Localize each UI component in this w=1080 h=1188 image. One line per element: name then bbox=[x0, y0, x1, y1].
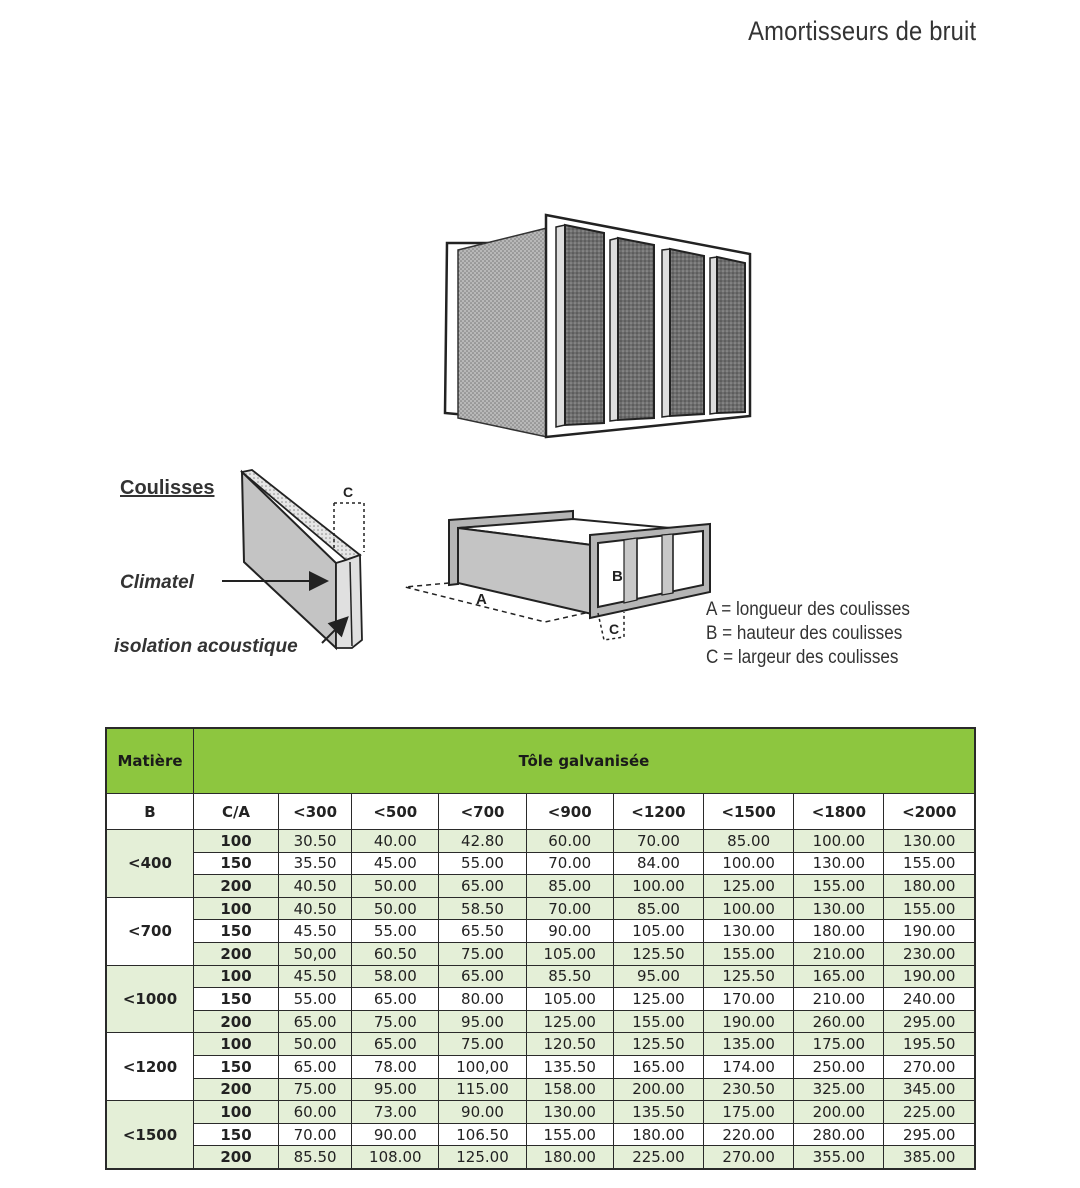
price-cell: 45.50 bbox=[279, 920, 352, 943]
ca-cell: 100 bbox=[194, 830, 279, 853]
price-cell: 155.00 bbox=[884, 852, 975, 875]
price-cell: 155.00 bbox=[526, 1123, 613, 1146]
price-cell: 125.00 bbox=[439, 1146, 526, 1169]
price-cell: 210.00 bbox=[794, 942, 884, 965]
price-cell: 55.00 bbox=[279, 988, 352, 1011]
price-cell: 355.00 bbox=[794, 1146, 884, 1169]
price-cell: 260.00 bbox=[794, 1010, 884, 1033]
b-group-cell: <1500 bbox=[106, 1101, 194, 1169]
price-cell: 115.00 bbox=[439, 1078, 526, 1101]
price-cell: 165.00 bbox=[613, 1055, 703, 1078]
price-cell: 106.50 bbox=[439, 1123, 526, 1146]
b-group-cell: <1000 bbox=[106, 965, 194, 1033]
price-cell: 295.00 bbox=[884, 1010, 975, 1033]
price-cell: 40.00 bbox=[352, 830, 439, 853]
price-cell: 240.00 bbox=[884, 988, 975, 1011]
price-cell: 225.00 bbox=[613, 1146, 703, 1169]
price-cell: 100,00 bbox=[439, 1055, 526, 1078]
ca-cell: 100 bbox=[194, 1101, 279, 1124]
price-cell: 230.00 bbox=[884, 942, 975, 965]
price-cell: 130.00 bbox=[704, 920, 794, 943]
price-cell: 45.00 bbox=[352, 852, 439, 875]
col-header-b: B bbox=[106, 794, 194, 830]
price-table-body bbox=[106, 830, 975, 1169]
table-row bbox=[106, 1055, 975, 1078]
price-cell: 120.50 bbox=[526, 1033, 613, 1056]
price-cell: 50.00 bbox=[352, 897, 439, 920]
col-header: <300 bbox=[279, 794, 352, 830]
duct-dimension-drawing bbox=[405, 511, 710, 640]
table-row bbox=[106, 920, 975, 943]
price-cell: 55.00 bbox=[439, 852, 526, 875]
price-cell: 180.00 bbox=[613, 1123, 703, 1146]
price-cell: 170.00 bbox=[704, 988, 794, 1011]
price-cell: 95.00 bbox=[352, 1078, 439, 1101]
price-cell: 155.00 bbox=[704, 942, 794, 965]
price-cell: 295.00 bbox=[884, 1123, 975, 1146]
material-value: Tôle galvanisée bbox=[194, 728, 976, 794]
price-cell: 85.50 bbox=[279, 1146, 352, 1169]
price-cell: 125.50 bbox=[704, 965, 794, 988]
price-cell: 190.00 bbox=[884, 965, 975, 988]
ca-cell: 150 bbox=[194, 988, 279, 1011]
price-cell: 135.50 bbox=[526, 1055, 613, 1078]
table-row bbox=[106, 1078, 975, 1101]
price-cell: 195.50 bbox=[884, 1033, 975, 1056]
price-cell: 78.00 bbox=[352, 1055, 439, 1078]
col-header: <2000 bbox=[884, 794, 975, 830]
price-cell: 80.00 bbox=[439, 988, 526, 1011]
ca-cell: 200 bbox=[194, 875, 279, 898]
legend-c: C = largeur des coulisses bbox=[706, 647, 899, 668]
price-cell: 225.00 bbox=[884, 1101, 975, 1124]
price-cell: 175.00 bbox=[704, 1101, 794, 1124]
ca-cell: 150 bbox=[194, 1123, 279, 1146]
material-row bbox=[106, 728, 975, 794]
price-cell: 75.00 bbox=[439, 1033, 526, 1056]
price-cell: 200.00 bbox=[794, 1101, 884, 1124]
dim-c-label-duct: C bbox=[609, 621, 620, 637]
table-row bbox=[106, 852, 975, 875]
price-cell: 250.00 bbox=[794, 1055, 884, 1078]
price-cell: 42.80 bbox=[439, 830, 526, 853]
ca-cell: 150 bbox=[194, 852, 279, 875]
ca-cell: 100 bbox=[194, 965, 279, 988]
dimension-legend bbox=[706, 598, 910, 670]
dim-b-label: B bbox=[612, 568, 623, 585]
price-cell: 280.00 bbox=[794, 1123, 884, 1146]
page-title: Amortisseurs de bruit bbox=[747, 16, 976, 46]
price-cell: 180.00 bbox=[526, 1146, 613, 1169]
price-cell: 84.00 bbox=[613, 852, 703, 875]
price-cell: 90.00 bbox=[352, 1123, 439, 1146]
price-cell: 165.00 bbox=[794, 965, 884, 988]
column-header-row bbox=[106, 794, 975, 830]
price-cell: 190.00 bbox=[704, 1010, 794, 1033]
price-cell: 50.00 bbox=[352, 875, 439, 898]
price-cell: 65.50 bbox=[439, 920, 526, 943]
silencer-3d-drawing bbox=[445, 215, 750, 437]
table-row bbox=[106, 897, 975, 920]
price-cell: 130.00 bbox=[526, 1101, 613, 1124]
isolation-label: isolation acoustique bbox=[114, 636, 298, 657]
price-cell: 155.00 bbox=[613, 1010, 703, 1033]
ca-cell: 200 bbox=[194, 1010, 279, 1033]
price-cell: 130.00 bbox=[794, 897, 884, 920]
table-row bbox=[106, 875, 975, 898]
price-cell: 65.00 bbox=[352, 988, 439, 1011]
table-row bbox=[106, 830, 975, 853]
price-cell: 105.00 bbox=[613, 920, 703, 943]
price-cell: 40.50 bbox=[279, 897, 352, 920]
price-cell: 85.50 bbox=[526, 965, 613, 988]
price-cell: 100.00 bbox=[704, 897, 794, 920]
price-cell: 60.50 bbox=[352, 942, 439, 965]
price-cell: 75.00 bbox=[439, 942, 526, 965]
ca-cell: 100 bbox=[194, 1033, 279, 1056]
price-cell: 180.00 bbox=[794, 920, 884, 943]
price-cell: 85.00 bbox=[526, 875, 613, 898]
b-group-cell: <700 bbox=[106, 897, 194, 965]
price-cell: 70.00 bbox=[613, 830, 703, 853]
price-cell: 50,00 bbox=[279, 942, 352, 965]
price-cell: 190.00 bbox=[884, 920, 975, 943]
col-header: <700 bbox=[439, 794, 526, 830]
table-row bbox=[106, 1101, 975, 1124]
price-cell: 270.00 bbox=[884, 1055, 975, 1078]
price-cell: 30.50 bbox=[279, 830, 352, 853]
dim-a-label: A bbox=[476, 591, 487, 608]
price-cell: 200.00 bbox=[613, 1078, 703, 1101]
b-group-cell: <1200 bbox=[106, 1033, 194, 1101]
price-cell: 90.00 bbox=[526, 920, 613, 943]
price-table bbox=[105, 727, 976, 1170]
price-cell: 155.00 bbox=[884, 897, 975, 920]
table-row bbox=[106, 1033, 975, 1056]
price-cell: 75.00 bbox=[279, 1078, 352, 1101]
col-header: <1800 bbox=[794, 794, 884, 830]
col-header: <1500 bbox=[704, 794, 794, 830]
price-cell: 65.00 bbox=[279, 1010, 352, 1033]
ca-cell: 200 bbox=[194, 1078, 279, 1101]
price-cell: 270.00 bbox=[704, 1146, 794, 1169]
climatel-label: Climatel bbox=[120, 572, 194, 593]
col-header: <1200 bbox=[613, 794, 703, 830]
dim-c-label-baffle: C bbox=[343, 484, 354, 500]
price-cell: 385.00 bbox=[884, 1146, 975, 1169]
price-cell: 60.00 bbox=[526, 830, 613, 853]
table-row bbox=[106, 942, 975, 965]
price-cell: 50.00 bbox=[279, 1033, 352, 1056]
col-header-ca: C/A bbox=[194, 794, 279, 830]
price-cell: 65.00 bbox=[279, 1055, 352, 1078]
price-cell: 70.00 bbox=[526, 852, 613, 875]
price-cell: 130.00 bbox=[794, 852, 884, 875]
price-cell: 65.00 bbox=[439, 875, 526, 898]
price-cell: 125.50 bbox=[613, 942, 703, 965]
price-cell: 45.50 bbox=[279, 965, 352, 988]
price-cell: 105.00 bbox=[526, 942, 613, 965]
price-cell: 60.00 bbox=[279, 1101, 352, 1124]
col-header: <900 bbox=[526, 794, 613, 830]
ca-cell: 150 bbox=[194, 920, 279, 943]
price-cell: 90.00 bbox=[439, 1101, 526, 1124]
price-cell: 70.00 bbox=[279, 1123, 352, 1146]
price-cell: 125.00 bbox=[704, 875, 794, 898]
price-cell: 175.00 bbox=[794, 1033, 884, 1056]
ca-cell: 200 bbox=[194, 942, 279, 965]
price-cell: 135.50 bbox=[613, 1101, 703, 1124]
price-cell: 345.00 bbox=[884, 1078, 975, 1101]
price-cell: 100.00 bbox=[704, 852, 794, 875]
table-row bbox=[106, 1010, 975, 1033]
price-cell: 95.00 bbox=[439, 1010, 526, 1033]
price-cell: 58.50 bbox=[439, 897, 526, 920]
price-cell: 230.50 bbox=[704, 1078, 794, 1101]
price-cell: 125.00 bbox=[526, 1010, 613, 1033]
price-cell: 70.00 bbox=[526, 897, 613, 920]
price-cell: 73.00 bbox=[352, 1101, 439, 1124]
price-cell: 174.00 bbox=[704, 1055, 794, 1078]
col-header: <500 bbox=[352, 794, 439, 830]
price-cell: 155.00 bbox=[794, 875, 884, 898]
price-cell: 105.00 bbox=[526, 988, 613, 1011]
price-cell: 108.00 bbox=[352, 1146, 439, 1169]
price-cell: 130.00 bbox=[884, 830, 975, 853]
table-row bbox=[106, 965, 975, 988]
material-label: Matière bbox=[106, 728, 194, 794]
price-cell: 65.00 bbox=[352, 1033, 439, 1056]
price-cell: 125.50 bbox=[613, 1033, 703, 1056]
ca-cell: 100 bbox=[194, 897, 279, 920]
price-cell: 210.00 bbox=[794, 988, 884, 1011]
price-cell: 100.00 bbox=[613, 875, 703, 898]
price-cell: 325.00 bbox=[794, 1078, 884, 1101]
ca-cell: 200 bbox=[194, 1146, 279, 1169]
price-cell: 95.00 bbox=[613, 965, 703, 988]
legend-a: A = longueur des coulisses bbox=[706, 599, 910, 620]
price-cell: 85.00 bbox=[704, 830, 794, 853]
price-cell: 65.00 bbox=[439, 965, 526, 988]
ca-cell: 150 bbox=[194, 1055, 279, 1078]
price-cell: 220.00 bbox=[704, 1123, 794, 1146]
price-cell: 35.50 bbox=[279, 852, 352, 875]
table-row bbox=[106, 1146, 975, 1169]
price-cell: 40.50 bbox=[279, 875, 352, 898]
price-cell: 55.00 bbox=[352, 920, 439, 943]
price-cell: 135.00 bbox=[704, 1033, 794, 1056]
price-cell: 100.00 bbox=[794, 830, 884, 853]
price-cell: 75.00 bbox=[352, 1010, 439, 1033]
legend-b: B = hauteur des coulisses bbox=[706, 623, 903, 644]
price-cell: 85.00 bbox=[613, 897, 703, 920]
price-cell: 125.00 bbox=[613, 988, 703, 1011]
price-cell: 58.00 bbox=[352, 965, 439, 988]
table-row bbox=[106, 988, 975, 1011]
price-cell: 158.00 bbox=[526, 1078, 613, 1101]
coulisses-title: Coulisses bbox=[120, 477, 215, 499]
b-group-cell: <400 bbox=[106, 830, 194, 898]
price-cell: 180.00 bbox=[884, 875, 975, 898]
table-row bbox=[106, 1123, 975, 1146]
